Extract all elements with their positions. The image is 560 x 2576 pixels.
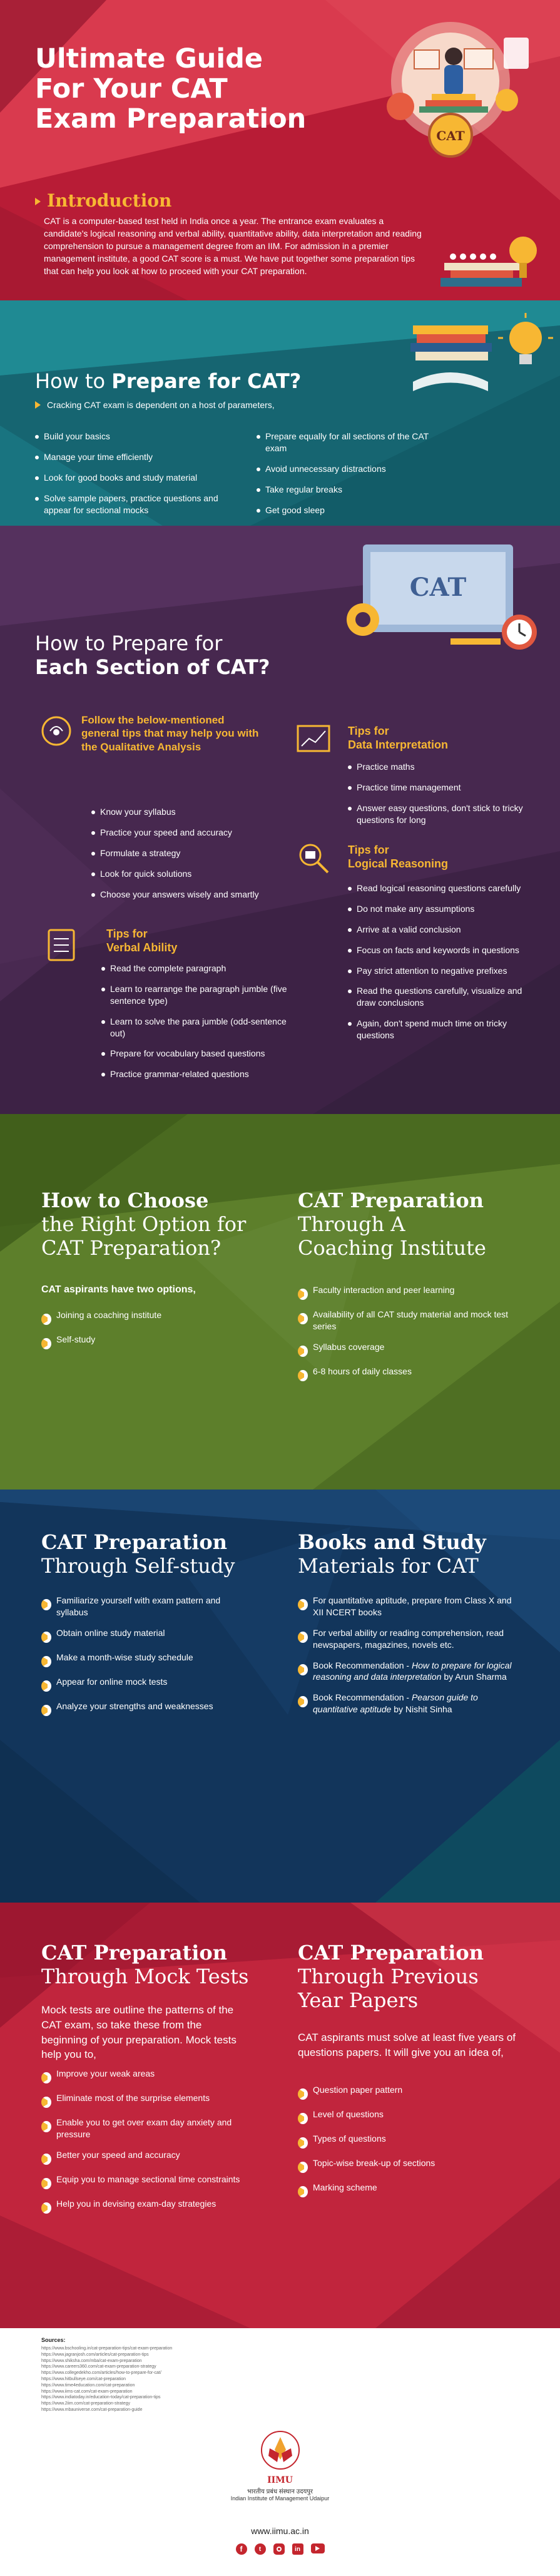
list-item: Analyze your strengths and weaknesses	[41, 1700, 248, 1716]
list-item: Solve sample papers, practice questions and appear for sectional mocks	[35, 493, 242, 516]
prepare-subtitle-row	[35, 399, 275, 411]
list-item: Equip you to manage sectional time constraints	[41, 2174, 254, 2189]
heading-line-1: Books and Study	[298, 1530, 486, 1554]
list-item: Question paper pattern	[298, 2084, 517, 2100]
coaching-list	[298, 1284, 523, 1390]
footer	[0, 2328, 560, 2576]
brain-head-icon	[38, 713, 75, 751]
list-item: Faculty interaction and peer learning	[298, 1284, 523, 1300]
previous-heading	[298, 1941, 484, 2012]
list-item: Pay strict attention to negative prefixes	[348, 965, 529, 977]
qa-title: Follow the below-mentioned general tips that may help you with the Qualitative Analysis	[81, 714, 259, 753]
sources-list	[41, 2346, 417, 2413]
heading-line-2: the Right Option for	[41, 1212, 247, 1236]
source-link[interactable]: https://www.bschooling.in/cat-preparation-tips/cat-exam-preparation	[41, 2346, 173, 2351]
logo-hindi: भारतीय प्रबंध संस्थान उदयपुर	[247, 2488, 313, 2495]
twitter-icon[interactable]: t	[255, 2543, 266, 2555]
choose-subtitle: CAT aspirants have two options,	[41, 1284, 196, 1295]
prepare-section	[0, 300, 560, 526]
heading-line-3: CAT Preparation?	[41, 1235, 221, 1260]
list-item: Book Recommendation - Pearson guide to quantitative aptitude by Nishit Sinha	[298, 1692, 523, 1715]
heading-line-3: Year Papers	[298, 1988, 419, 2012]
bullet-icon	[35, 198, 41, 205]
list-item: Read the questions carefully, visualize and draw conclusions	[348, 985, 529, 1009]
qa-list	[91, 806, 279, 909]
prepare-subtitle: Cracking CAT exam is dependent on a host of parameters,	[47, 400, 275, 410]
heading-line-2: Through Self-study	[41, 1553, 235, 1578]
website-link[interactable]: www.iimu.ac.in	[251, 2526, 309, 2536]
list-item: Syllabus coverage	[298, 1341, 523, 1357]
title-line-3: Exam Preparation	[35, 103, 307, 135]
list-item: Practice grammar-related questions	[101, 1068, 289, 1080]
source-link[interactable]: https://www.shiksha.com/mba/cat-exam-preparation	[41, 2358, 142, 2363]
books-heading	[298, 1531, 486, 1578]
list-item: Avoid unnecessary distractions	[257, 463, 438, 475]
list-item: Choose your answers wisely and smartly	[91, 889, 279, 901]
list-item: Obtain online study material	[41, 1627, 248, 1643]
list-item: Enable you to get over exam day anxiety and pressure	[41, 2117, 254, 2140]
list-item: Level of questions	[298, 2108, 517, 2124]
list-item: Availability of all CAT study material and mock test series	[298, 1309, 523, 1332]
title-line-2: For Your CAT	[35, 73, 228, 105]
list-item: Build your basics	[35, 431, 242, 442]
previous-body: CAT aspirants must solve at least five years of questions papers. It will give you an idea of,	[298, 2032, 516, 2058]
title-line-1: Ultimate Guide	[35, 43, 263, 74]
choose-section	[0, 1114, 560, 1490]
heading-line-2: Through Mock Tests	[41, 1964, 249, 1988]
list-item: Formulate a strategy	[91, 847, 279, 859]
institute-logo	[0, 2428, 560, 2502]
logo-text: IIMU	[267, 2475, 293, 2485]
source-link[interactable]: https://www.time4education.com/cat-preparation	[41, 2383, 135, 2388]
list-item: Learn to rearrange the paragraph jumble (five sentence type)	[101, 983, 289, 1007]
lr-title: Tips for Logical Reasoning	[348, 844, 449, 870]
intro-body: CAT is a computer-based test held in India once a year. The entrance exam evaluates a candidate's logical reasoning and verbal ability, quantitative ability, data interpretation and reading comprehension to pursue a management degree from an IIM. For admission in a premier management institute, a good CAT score is a must. We have put together some preparation tips that can help you look at how to proceed with your CAT preparation.	[44, 216, 422, 276]
list-item: Read logical reasoning questions carefully	[348, 882, 529, 894]
list-item: Better your speed and accuracy	[41, 2149, 254, 2165]
selfstudy-heading	[41, 1531, 235, 1578]
each-section-heading	[35, 632, 270, 680]
list-item: Self-study	[41, 1334, 242, 1349]
list-item: Improve your weak areas	[41, 2068, 254, 2083]
youtube-icon[interactable]	[311, 2543, 325, 2553]
intro-heading: Introduction	[47, 190, 172, 211]
source-link[interactable]: https://www.2iim.com/cat-preparation-strategy	[41, 2401, 130, 2406]
heading-line-1: CAT Preparation	[298, 1941, 484, 1965]
choose-list	[41, 1309, 242, 1358]
source-link[interactable]: https://www.iims-cat.com/cat-exam-preparation	[41, 2389, 133, 2394]
list-item: Look for good books and study material	[35, 472, 242, 484]
lotus-logo-icon	[258, 2428, 302, 2472]
heading-line-2: Each Section of CAT?	[35, 655, 270, 679]
facebook-icon[interactable]: f	[236, 2543, 247, 2555]
di-title: Tips for Data Interpretation	[348, 725, 449, 751]
source-link[interactable]: https://www.indiatoday.in/education-today/cat-preparation-tips	[41, 2395, 161, 2400]
list-item: Topic-wise break-up of sections	[298, 2157, 517, 2173]
mock-heading	[41, 1941, 248, 1989]
source-link[interactable]: https://www.collegedekho.com/articles/how-to-prepare-for-cat/	[41, 2371, 161, 2376]
bullet-icon	[35, 401, 41, 409]
heading-line-1: CAT Preparation	[41, 1941, 228, 1965]
svg-text:CAT: CAT	[409, 573, 467, 602]
list-item: Know your syllabus	[91, 806, 279, 818]
logo-subtitle: Indian Institute of Management Udaipur	[230, 2495, 330, 2502]
va-list	[101, 963, 289, 1089]
list-item: Read the complete paragraph	[101, 963, 289, 974]
heading-line-1: How to Choose	[41, 1188, 209, 1212]
list-item: Prepare equally for all sections of the CAT exam	[257, 431, 438, 454]
mock-body: Mock tests are outline the patterns of the CAT exam, so take these from the beginning of your preparation. Mock tests help you to,	[41, 2004, 237, 2061]
source-link[interactable]: https://www.mbauniverse.com/cat-preparation-guide	[41, 2407, 143, 2412]
list-item: Practice time management	[348, 782, 529, 794]
list-item: Get good sleep	[257, 504, 438, 516]
heading-line-1: CAT Preparation	[41, 1530, 228, 1554]
list-item: Answer easy questions, don't stick to tricky questions for long	[348, 802, 529, 826]
va-title: Tips for Verbal Ability	[106, 928, 178, 954]
list-item: Types of questions	[298, 2133, 517, 2149]
list-item: Make a month-wise study schedule	[41, 1652, 248, 1667]
list-item: Help you in devising exam-day strategies	[41, 2198, 254, 2214]
list-item: Again, don't spend much time on tricky questions	[348, 1018, 529, 1041]
prepare-heading-prefix: How to	[35, 369, 112, 393]
intro-heading-row	[35, 190, 171, 211]
list-item: 6-8 hours of daily classes	[298, 1366, 523, 1381]
instagram-icon[interactable]	[273, 2543, 285, 2555]
prepare-heading	[35, 369, 301, 393]
heading-line-2: Through A	[298, 1212, 405, 1236]
list-item: Manage your time efficiently	[35, 451, 242, 463]
list-item: Appear for online mock tests	[41, 1676, 248, 1692]
list-item: Familiarize yourself with exam pattern and syllabus	[41, 1595, 248, 1618]
coaching-heading	[298, 1189, 486, 1260]
heading-line-2: Through Previous	[298, 1964, 479, 1988]
previous-list	[298, 2084, 517, 2206]
list-item: Eliminate most of the surprise elements	[41, 2092, 254, 2108]
heading-line-1: How to Prepare for	[35, 631, 223, 655]
list-item: Practice your speed and accuracy	[91, 827, 279, 839]
heading-line-2: Materials for CAT	[298, 1553, 479, 1578]
list-item: Practice maths	[348, 761, 529, 773]
books-list	[298, 1595, 523, 1724]
social-icons	[0, 2543, 560, 2555]
list-item: Look for quick solutions	[91, 868, 279, 880]
list-item: Learn to solve the para jumble (odd-sentence out)	[101, 1016, 289, 1040]
prepare-heading-bold: Prepare for CAT?	[111, 369, 302, 393]
header-section	[0, 0, 560, 300]
mock-section	[0, 1903, 560, 2328]
list-item: Book Recommendation - How to prepare for logical reasoning and data interpretation by Arun Sharma	[298, 1660, 523, 1684]
sources-label: Sources:	[41, 2337, 66, 2343]
page-title	[35, 44, 306, 134]
list-item: Take regular breaks	[257, 484, 438, 496]
di-list	[348, 761, 529, 835]
source-link[interactable]: https://www.hitbullseye.com/cat-preparation	[41, 2376, 126, 2381]
source-link[interactable]: https://www.careers360.com/cat-exam-preparation-strategy	[41, 2364, 156, 2369]
choose-heading	[41, 1189, 246, 1260]
list-item: Do not make any assumptions	[348, 903, 529, 915]
list-item: Arrive at a valid conclusion	[348, 924, 529, 936]
list-item: Focus on facts and keywords in questions	[348, 944, 529, 956]
chart-icon	[294, 720, 338, 757]
linkedin-icon[interactable]: in	[292, 2543, 303, 2555]
heading-line-3: Coaching Institute	[298, 1235, 486, 1260]
source-link[interactable]: https://www.jagranjosh.com/articles/cat-preparation-tips	[41, 2352, 149, 2357]
list-item: Marking scheme	[298, 2182, 517, 2197]
mock-list	[41, 2068, 254, 2222]
list-item: Prepare for vocabulary based questions	[101, 1048, 289, 1060]
selfstudy-list	[41, 1595, 248, 1725]
selfstudy-section	[0, 1490, 560, 1903]
list-item: For verbal ability or reading comprehension, read newspapers, magazines, novels etc.	[298, 1627, 523, 1651]
heading-line-1: CAT Preparation	[298, 1188, 484, 1212]
list-item: For quantitative aptitude, prepare from Class X and XII NCERT books	[298, 1595, 523, 1618]
each-section	[0, 526, 560, 1114]
list-item: Joining a coaching institute	[41, 1309, 242, 1325]
trophy-illustration	[425, 225, 551, 300]
svg-text:CAT: CAT	[436, 128, 465, 143]
magnifier-icon	[294, 839, 338, 876]
lr-list	[348, 882, 529, 1050]
checklist-icon	[44, 926, 81, 964]
